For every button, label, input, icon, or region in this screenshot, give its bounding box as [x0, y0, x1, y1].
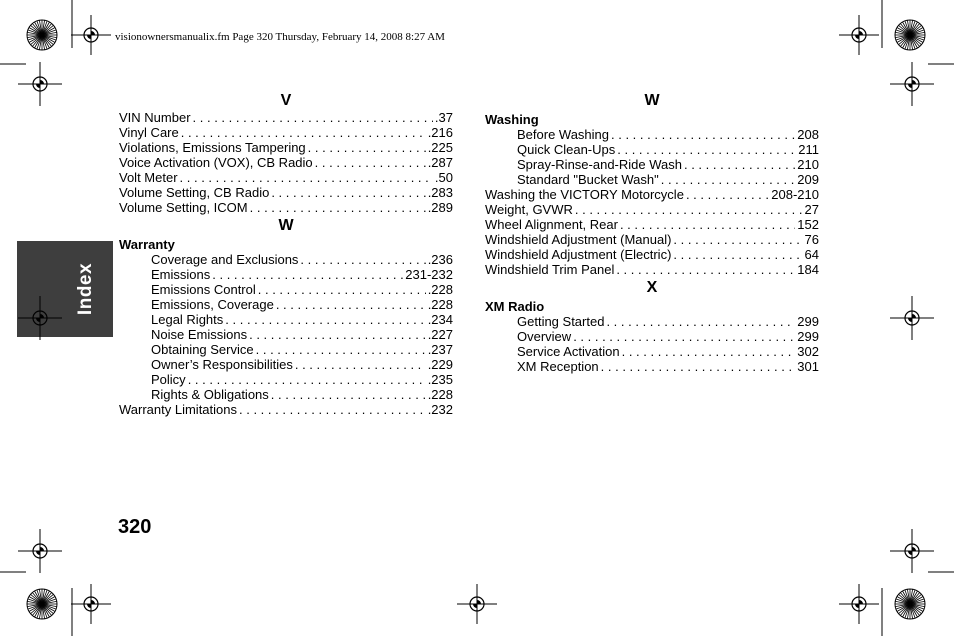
section-letter-w-right: W [644, 92, 660, 109]
entry-page: .237 [427, 342, 453, 357]
crosshair-fill [36, 80, 44, 88]
entry-page: .236 [427, 252, 453, 267]
entry-label: Legal Rights [151, 312, 224, 327]
entry-page: 64 [804, 247, 819, 262]
entry-label: Standard "Bucket Wash" [517, 172, 659, 187]
entry-label: Volume Setting, ICOM [119, 200, 248, 215]
entry-label: Policy [151, 372, 186, 387]
crosshair-fill [36, 547, 44, 555]
entry-page: 27 [804, 202, 819, 217]
entry-page: 231-232 [405, 267, 453, 282]
entry-label: Quick Clean-Ups [517, 142, 616, 157]
entry-page: .234 [427, 312, 453, 327]
crosshair-fill [36, 314, 44, 322]
entry-page: .228 [427, 282, 453, 297]
entry-label: Emissions [151, 267, 211, 282]
entry-page: 208 [797, 127, 819, 142]
entry-page: 301 [797, 359, 819, 374]
crosshair-fill [908, 314, 916, 322]
crosshair-fill [87, 600, 95, 608]
entry-page: .225 [427, 140, 453, 155]
entry-label: Emissions, Coverage [151, 297, 274, 312]
crosshair-fill [855, 31, 863, 39]
entry-page: 208-210 [771, 187, 819, 202]
entry-page: .227 [427, 327, 453, 342]
entry-label: VIN Number [119, 110, 191, 125]
entry-page: .228 [427, 297, 453, 312]
entry-label: XM Reception [517, 359, 599, 374]
entry-label: Wheel Alignment, Rear [485, 217, 618, 232]
entry-label: Windshield Adjustment (Electric) [485, 247, 672, 262]
entry-label: Coverage and Exclusions [151, 252, 299, 267]
entry-page: 152 [797, 217, 819, 232]
entry-label: Service Activation [517, 344, 620, 359]
entry-page: 184 [797, 262, 819, 277]
file-header: visionownersmanualix.fm Page 320 Thursday, February 14, 2008 8:27 AM [115, 31, 445, 43]
entry-label: Windshield Adjustment (Manual) [485, 232, 672, 247]
entry-page: 299 [797, 329, 819, 344]
entry-page: 76 [804, 232, 819, 247]
crosshair-fill [473, 600, 481, 608]
entry-page: 211 [798, 142, 819, 157]
entry-label: Warranty Limitations [119, 402, 237, 417]
entry-label: Vinyl Care [119, 125, 179, 140]
entry-page: .289 [427, 200, 453, 215]
entry-label: Overview [517, 329, 572, 344]
entry-page: .216 [427, 125, 453, 140]
entry-label: Getting Started [517, 314, 605, 329]
group-heading-xm-radio: XM Radio [485, 299, 545, 314]
entry-page: .235 [427, 372, 453, 387]
entry-label: Volt Meter [119, 170, 178, 185]
entry-label: Violations, Emissions Tampering [119, 140, 306, 155]
entry-label: Emissions Control [151, 282, 256, 297]
entry-page: .229 [427, 357, 453, 372]
entry-page: 299 [797, 314, 819, 329]
entry-label: Obtaining Service [151, 342, 254, 357]
entry-page: .50 [434, 170, 453, 185]
entry-label: Rights & Obligations [151, 387, 269, 402]
page-number: 320 [118, 516, 152, 538]
group-heading-washing: Washing [485, 112, 539, 127]
crosshair-fill [908, 80, 916, 88]
entry-page: .228 [427, 387, 453, 402]
entry-label: Owner’s Responsibilities [151, 357, 293, 372]
entry-label: Weight, GVWR [485, 202, 573, 217]
section-letter-w: W [278, 217, 294, 234]
entry-page: .287 [427, 155, 453, 170]
entry-page: .37 [434, 110, 453, 125]
entry-label: Washing the VICTORY Motorcycle [485, 187, 684, 202]
entry-label: Voice Activation (VOX), CB Radio [119, 155, 313, 170]
entry-page: 210 [797, 157, 819, 172]
entry-label: Windshield Trim Panel [485, 262, 615, 277]
entry-label: Spray-Rinse-and-Ride Wash [517, 157, 682, 172]
group-heading-warranty: Warranty [119, 237, 175, 252]
section-letter-v: V [280, 92, 292, 109]
crosshair-fill [908, 547, 916, 555]
section-letter-x: X [646, 279, 658, 296]
index-tab-label: Index [75, 262, 96, 316]
entry-label: Before Washing [517, 127, 610, 142]
crosshair-fill [87, 31, 95, 39]
entry-page: .232 [427, 402, 453, 417]
entry-page: .283 [427, 185, 453, 200]
crosshair-fill [855, 600, 863, 608]
entry-label: Noise Emissions [151, 327, 248, 342]
entry-page: 302 [797, 344, 819, 359]
entry-label: Volume Setting, CB Radio [119, 185, 270, 200]
entry-page: 209 [797, 172, 819, 187]
